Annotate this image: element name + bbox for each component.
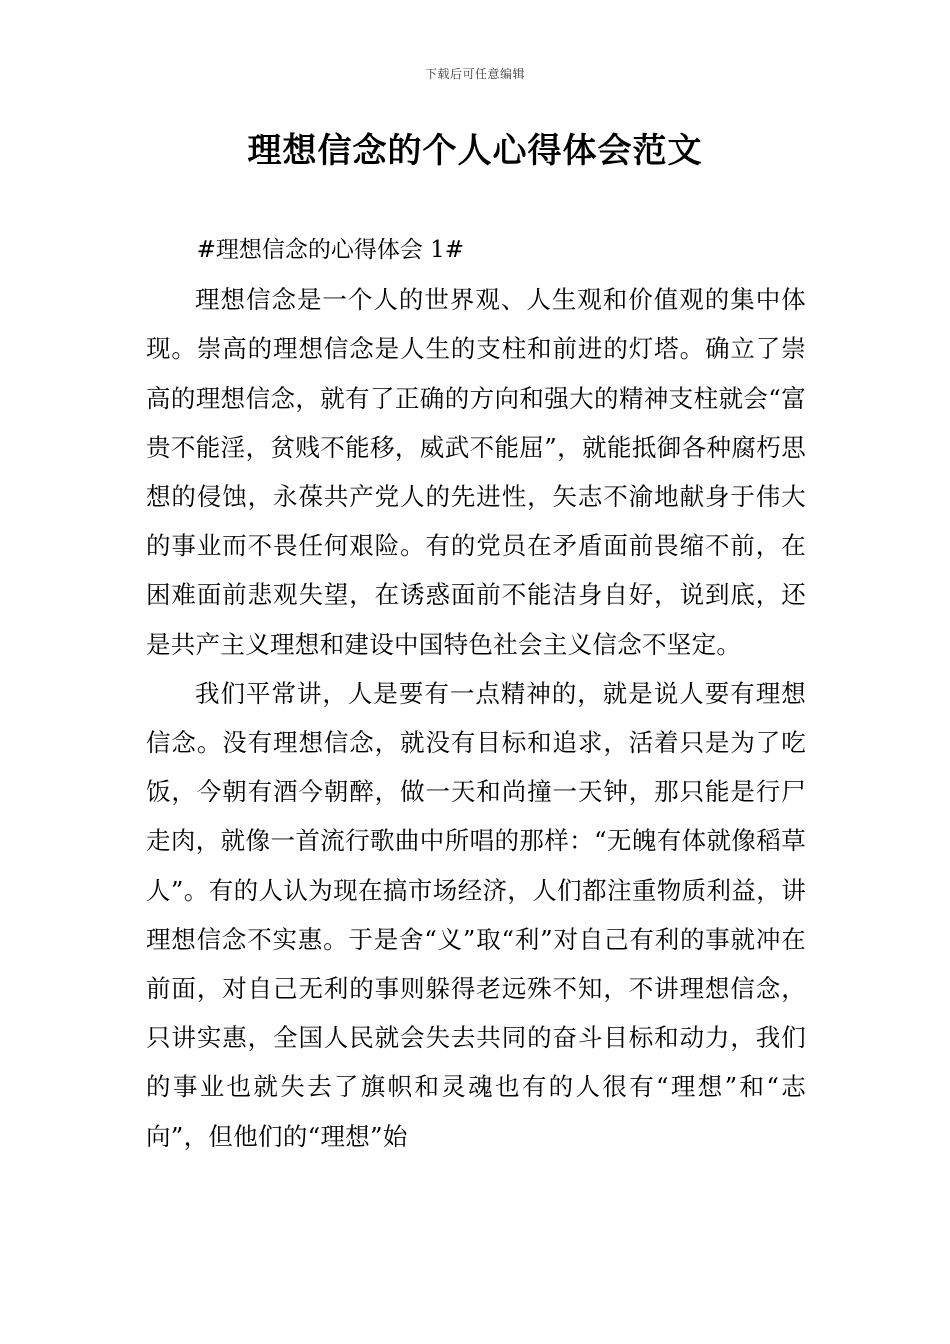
- section-heading: #理想信念的心得体会 1#: [196, 237, 465, 263]
- document-body: [146, 226, 806, 1161]
- body-paragraph-1: 理想信念是一个人的世界观、人生观和价值观的集中体现。崇高的理想信念是人生的支柱和前进的灯塔。确立了崇高的理想信念，就有了正确的方向和强大的精神支柱就会“富贵不能淫，贫贱不能移，威武不能屈”，就能抵御各种腐朽思想的侵蚀，永葆共产党人的先进性，矢志不渝地献身于伟大的事业而不畏任何艰险。有的党员在矛盾面前畏缩不前，在困难面前悲观失望，在诱惑面前不能洁身自好，说到底，还是共产主义理想和建设中国特色社会主义信念不坚定。: [146, 285, 806, 659]
- document-title: 理想信念的个人心得体会范文: [247, 131, 703, 171]
- body-paragraph-2: 我们平常讲，人是要有一点精神的，就是说人要有理想信念。没有理想信念，就没有目标和追求，活着只是为了吃饭，今朝有酒今朝醉，做一天和尚撞一天钟，那只能是行尸走肉，就像一首流行歌曲中所唱的那样：“无魄有体就像稻草人”。有的人认为现在搞市场经济，人们都注重物质利益，讲理想信念不实惠。于是舍“义”取“利”对自己有利的事就冲在前面，对自己无利的事则躲得老远殊不知，不讲理想信念，只讲实惠，全国人民就会失去共同的奋斗目标和动力，我们的事业也就失去了旗帜和灵魂也有的人很有“理想”和“志向”，但他们的“理想”始: [146, 678, 806, 1151]
- header-note: 下载后可任意编辑: [424, 67, 525, 81]
